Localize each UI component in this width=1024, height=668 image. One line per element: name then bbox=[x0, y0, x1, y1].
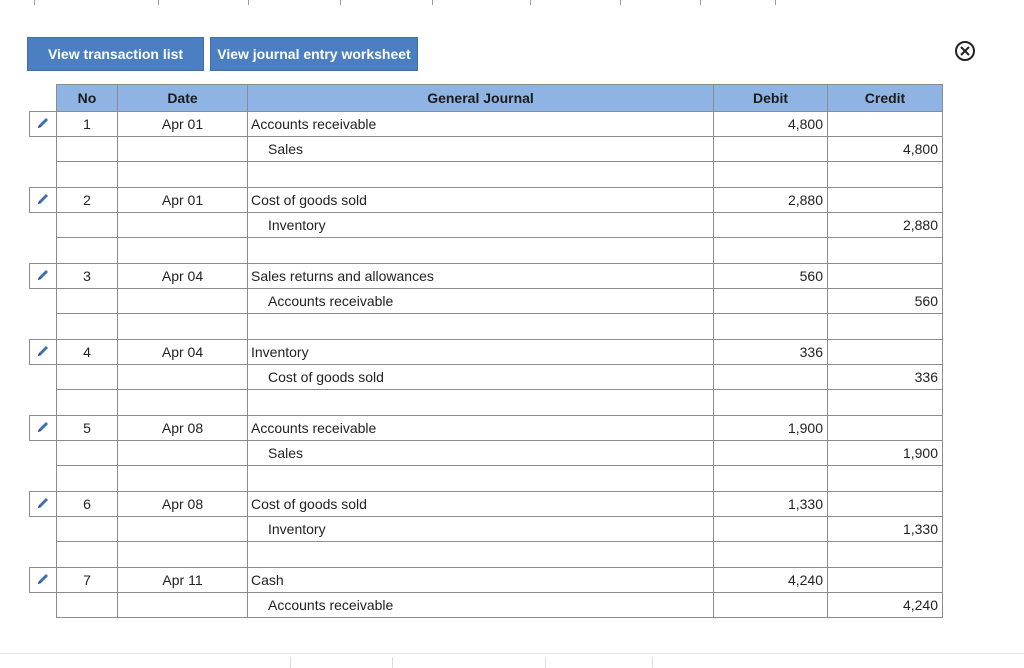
row-spacer bbox=[30, 137, 57, 162]
debit-amount-empty bbox=[714, 365, 828, 390]
header-debit: Debit bbox=[714, 85, 828, 112]
row-spacer bbox=[30, 542, 57, 568]
table-row bbox=[30, 340, 943, 365]
debit-amount: 2,880 bbox=[714, 188, 828, 213]
credit-amount-empty bbox=[828, 112, 943, 137]
entry-date: Apr 04 bbox=[118, 340, 248, 365]
entry-no-empty bbox=[57, 593, 118, 618]
entry-no-empty bbox=[57, 441, 118, 466]
debit-amount: 1,330 bbox=[714, 492, 828, 517]
general-journal-table bbox=[29, 84, 943, 618]
debit-account: Inventory bbox=[248, 340, 714, 365]
entry-date-empty bbox=[118, 289, 248, 314]
debit-account: Accounts receivable bbox=[248, 112, 714, 137]
entry-date: Apr 01 bbox=[118, 112, 248, 137]
credit-amount: 2,880 bbox=[828, 213, 943, 238]
blank-cell bbox=[57, 466, 118, 492]
edit-entry-7[interactable] bbox=[30, 568, 57, 593]
blank-cell bbox=[714, 466, 828, 492]
entry-no: 4 bbox=[57, 340, 118, 365]
view-transaction-list-button[interactable]: View transaction list bbox=[27, 37, 204, 71]
blank-cell bbox=[57, 238, 118, 264]
credit-amount: 4,240 bbox=[828, 593, 943, 618]
row-spacer bbox=[30, 238, 57, 264]
blank-cell bbox=[248, 238, 714, 264]
entry-no: 5 bbox=[57, 416, 118, 441]
table-row bbox=[30, 365, 943, 390]
credit-amount: 336 bbox=[828, 365, 943, 390]
blank-cell bbox=[714, 390, 828, 416]
edit-entry-6[interactable] bbox=[30, 492, 57, 517]
edit-entry-5[interactable] bbox=[30, 416, 57, 441]
entry-date: Apr 08 bbox=[118, 416, 248, 441]
header-credit: Credit bbox=[828, 85, 943, 112]
entry-date-empty bbox=[118, 441, 248, 466]
blank-cell bbox=[828, 314, 943, 340]
pencil-icon bbox=[36, 420, 50, 434]
row-spacer bbox=[30, 390, 57, 416]
blank-cell bbox=[828, 390, 943, 416]
entry-date-empty bbox=[118, 137, 248, 162]
blank-cell bbox=[714, 238, 828, 264]
table-row bbox=[30, 593, 943, 618]
blank-cell bbox=[57, 162, 118, 188]
blank-cell bbox=[828, 162, 943, 188]
entry-date: Apr 08 bbox=[118, 492, 248, 517]
row-spacer bbox=[30, 441, 57, 466]
header-date: Date bbox=[118, 85, 248, 112]
blank-cell bbox=[57, 542, 118, 568]
blank-cell bbox=[248, 314, 714, 340]
debit-amount-empty bbox=[714, 593, 828, 618]
table-row bbox=[30, 517, 943, 542]
credit-amount-empty bbox=[828, 416, 943, 441]
entry-no: 2 bbox=[57, 188, 118, 213]
table-row bbox=[30, 188, 943, 213]
edit-entry-4[interactable] bbox=[30, 340, 57, 365]
entry-no-empty bbox=[57, 289, 118, 314]
table-row-blank bbox=[30, 238, 943, 264]
entry-no-empty bbox=[57, 517, 118, 542]
blank-cell bbox=[248, 542, 714, 568]
row-spacer bbox=[30, 517, 57, 542]
blank-cell bbox=[57, 314, 118, 340]
table-row-blank bbox=[30, 162, 943, 188]
edit-entry-2[interactable] bbox=[30, 188, 57, 213]
credit-account: Sales bbox=[248, 441, 714, 466]
credit-amount-empty bbox=[828, 492, 943, 517]
credit-amount-empty bbox=[828, 340, 943, 365]
entry-date-empty bbox=[118, 593, 248, 618]
debit-amount: 336 bbox=[714, 340, 828, 365]
credit-amount-empty bbox=[828, 188, 943, 213]
credit-amount-empty bbox=[828, 568, 943, 593]
table-row bbox=[30, 112, 943, 137]
credit-account: Inventory bbox=[248, 517, 714, 542]
row-spacer bbox=[30, 466, 57, 492]
edit-entry-1[interactable] bbox=[30, 112, 57, 137]
blank-cell bbox=[118, 390, 248, 416]
credit-account: Sales bbox=[248, 137, 714, 162]
table-header-row bbox=[30, 85, 943, 112]
entry-date-empty bbox=[118, 517, 248, 542]
pencil-icon bbox=[36, 496, 50, 510]
table-row bbox=[30, 289, 943, 314]
top-edge-marks bbox=[0, 0, 1024, 6]
entry-no-empty bbox=[57, 213, 118, 238]
edit-entry-3[interactable] bbox=[30, 264, 57, 289]
debit-amount-empty bbox=[714, 441, 828, 466]
blank-cell bbox=[714, 542, 828, 568]
table-row bbox=[30, 213, 943, 238]
header-general-journal: General Journal bbox=[248, 85, 714, 112]
credit-account: Inventory bbox=[248, 213, 714, 238]
entry-no: 1 bbox=[57, 112, 118, 137]
blank-cell bbox=[714, 314, 828, 340]
credit-amount-empty bbox=[828, 264, 943, 289]
debit-amount: 1,900 bbox=[714, 416, 828, 441]
footer-divider bbox=[0, 653, 1024, 654]
entry-date: Apr 01 bbox=[118, 188, 248, 213]
table-row-blank bbox=[30, 390, 943, 416]
debit-account: Accounts receivable bbox=[248, 416, 714, 441]
blank-cell bbox=[714, 162, 828, 188]
blank-cell bbox=[57, 390, 118, 416]
debit-amount: 4,240 bbox=[714, 568, 828, 593]
blank-cell bbox=[118, 162, 248, 188]
table-row bbox=[30, 492, 943, 517]
blank-cell bbox=[118, 466, 248, 492]
credit-amount: 560 bbox=[828, 289, 943, 314]
pencil-icon bbox=[36, 344, 50, 358]
debit-amount-empty bbox=[714, 137, 828, 162]
header-spacer bbox=[30, 85, 57, 112]
credit-account: Cost of goods sold bbox=[248, 365, 714, 390]
blank-cell bbox=[118, 238, 248, 264]
debit-account: Cost of goods sold bbox=[248, 492, 714, 517]
table-row bbox=[30, 416, 943, 441]
header-no: No bbox=[57, 85, 118, 112]
debit-account: Cost of goods sold bbox=[248, 188, 714, 213]
pencil-icon bbox=[36, 192, 50, 206]
debit-account: Sales returns and allowances bbox=[248, 264, 714, 289]
debit-amount-empty bbox=[714, 213, 828, 238]
row-spacer bbox=[30, 213, 57, 238]
blank-cell bbox=[248, 162, 714, 188]
entry-date-empty bbox=[118, 365, 248, 390]
row-spacer bbox=[30, 289, 57, 314]
pencil-icon bbox=[36, 116, 50, 130]
debit-amount: 560 bbox=[714, 264, 828, 289]
pencil-icon bbox=[36, 268, 50, 282]
row-spacer bbox=[30, 593, 57, 618]
credit-amount: 4,800 bbox=[828, 137, 943, 162]
blank-cell bbox=[118, 542, 248, 568]
table-row bbox=[30, 137, 943, 162]
blank-cell bbox=[248, 466, 714, 492]
debit-amount: 4,800 bbox=[714, 112, 828, 137]
blank-cell bbox=[828, 466, 943, 492]
pencil-icon bbox=[36, 572, 50, 586]
debit-amount-empty bbox=[714, 289, 828, 314]
close-icon[interactable] bbox=[955, 41, 975, 61]
entry-date: Apr 11 bbox=[118, 568, 248, 593]
blank-cell bbox=[248, 390, 714, 416]
entry-no: 6 bbox=[57, 492, 118, 517]
view-journal-entry-worksheet-button[interactable]: View journal entry worksheet bbox=[210, 37, 418, 71]
debit-account: Cash bbox=[248, 568, 714, 593]
row-spacer bbox=[30, 314, 57, 340]
table-row-blank bbox=[30, 542, 943, 568]
row-spacer bbox=[30, 365, 57, 390]
table-row-blank bbox=[30, 466, 943, 492]
credit-amount: 1,900 bbox=[828, 441, 943, 466]
debit-amount-empty bbox=[714, 517, 828, 542]
entry-no-empty bbox=[57, 365, 118, 390]
row-spacer bbox=[30, 162, 57, 188]
credit-account: Accounts receivable bbox=[248, 593, 714, 618]
entry-no: 3 bbox=[57, 264, 118, 289]
blank-cell bbox=[828, 542, 943, 568]
table-row-blank bbox=[30, 314, 943, 340]
table-row bbox=[30, 568, 943, 593]
table-row bbox=[30, 441, 943, 466]
blank-cell bbox=[118, 314, 248, 340]
entry-date-empty bbox=[118, 213, 248, 238]
credit-amount: 1,330 bbox=[828, 517, 943, 542]
entry-no-empty bbox=[57, 137, 118, 162]
entry-no: 7 bbox=[57, 568, 118, 593]
entry-date: Apr 04 bbox=[118, 264, 248, 289]
journal-body bbox=[30, 112, 943, 618]
blank-cell bbox=[828, 238, 943, 264]
credit-account: Accounts receivable bbox=[248, 289, 714, 314]
table-row bbox=[30, 264, 943, 289]
